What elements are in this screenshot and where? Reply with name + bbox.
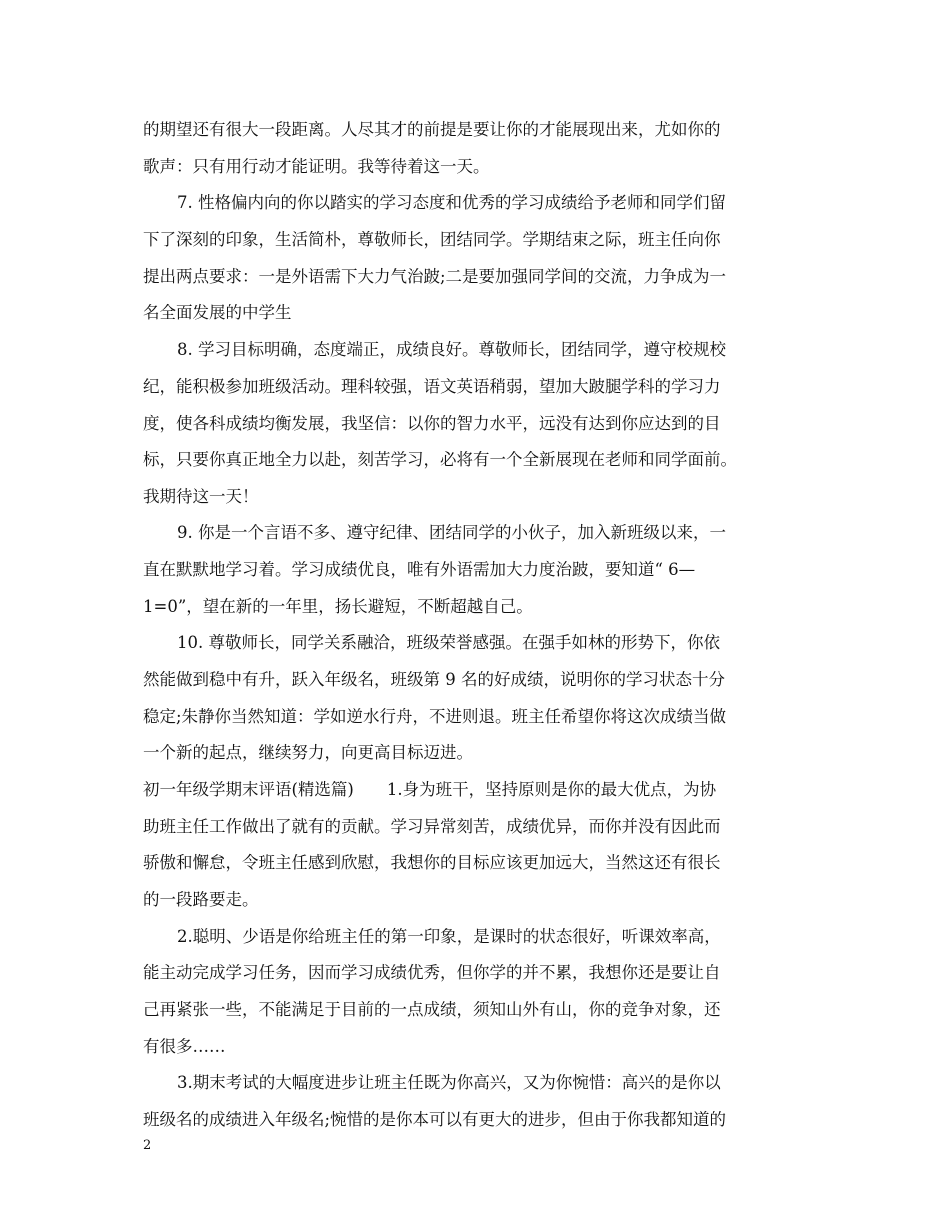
text-line: 有很多……: [143, 1037, 226, 1056]
text-line: 一个新的起点，继续努力，向更高目标迈进。: [143, 743, 473, 762]
text-line: 稳定;朱静你当然知道：学如逆水行舟，不进则退。班主任希望你将这次成绩当做: [143, 707, 727, 726]
text-line: 的期望还有很大一段距离。人尽其才的前提是要让你的才能展现出来，尤如你的: [143, 120, 721, 139]
text-line: 纪，能积极参加班级活动。理科较强，语文英语稍弱，望加大跛腿学科的学习力: [143, 377, 721, 396]
text-line: 直在默默地学习着。学习成绩优良，唯有外语需加大力度治跛，要知道“ 6—: [143, 560, 696, 579]
text-line: 3.期末考试的大幅度进步让班主任既为你高兴，又为你惋惜：高兴的是你以: [177, 1073, 721, 1092]
text-line: 9. 你是一个言语不多、遵守纪律、团结同学的小伙子，加入新班级以来，一: [177, 523, 726, 542]
text-line: 2.聪明、少语是你给班主任的第一印象，是课时的状态很好，听课效率高，: [177, 927, 721, 946]
text-line: 8. 学习目标明确，态度端正，成绩良好。尊敬师长，团结同学，遵守校规校: [177, 340, 726, 359]
text-line: 初一年级学期末评语(精选篇) 1.身为班干，坚持原则是你的最大优点，为协: [143, 780, 717, 799]
text-line: 我期待这一天！: [143, 487, 259, 506]
text-line: 然能做到稳中有升，跃入年级名，班级第 9 名的好成绩，说明你的学习状态十分: [143, 670, 725, 689]
text-line: 己再紧张一些，不能满足于目前的一点成绩，须知山外有山，你的竞争对象，还: [143, 1000, 721, 1019]
text-line: 歌声：只有用行动才能证明。我等待着这一天。: [143, 157, 490, 176]
text-line: 名全面发展的中学生: [143, 303, 292, 322]
text-line: 助班主任工作做出了就有的贡献。学习异常刻苦，成绩优异，而你并没有因此而: [143, 817, 721, 836]
text-line: 能主动完成学习任务，因而学习成绩优秀，但你学的并不累，我想你还是要让自: [143, 963, 721, 982]
text-line: 的一段路要走。: [143, 890, 259, 909]
text-line: 度，使各科成绩均衡发展，我坚信：以你的智力水平，远没有达到你应达到的目: [143, 414, 721, 433]
text-line: 标，只要你真正地全力以赴，刻苦学习，必将有一个全新展现在老师和同学面前。: [143, 450, 737, 469]
text-line: 下了深刻的印象，生活简朴，尊敬师长，团结同学。学期结束之际，班主任向你: [143, 230, 721, 249]
text-line: 10. 尊敬师长，同学关系融洽，班级荣誉感强。在强手如林的形势下，你依: [177, 633, 720, 652]
text-line: 提出两点要求：一是外语需下大力气治跛;二是要加强同学间的交流，力争成为一: [143, 267, 727, 286]
text-line: 班级名的成绩进入年级名;惋惜的是你本可以有更大的进步，但由于你我都知道的: [143, 1110, 727, 1129]
text-line: 骄傲和懈怠，令班主任感到欣慰，我想你的目标应该更加远大，当然这还有很长: [143, 853, 721, 872]
text-line: 7. 性格偏内向的你以踏实的学习态度和优秀的学习成绩给予老师和同学们留: [177, 193, 726, 212]
text-line: 1=0”，望在新的一年里，扬长避短，不断超越自己。: [143, 597, 533, 616]
page-number: 2: [143, 1138, 152, 1153]
